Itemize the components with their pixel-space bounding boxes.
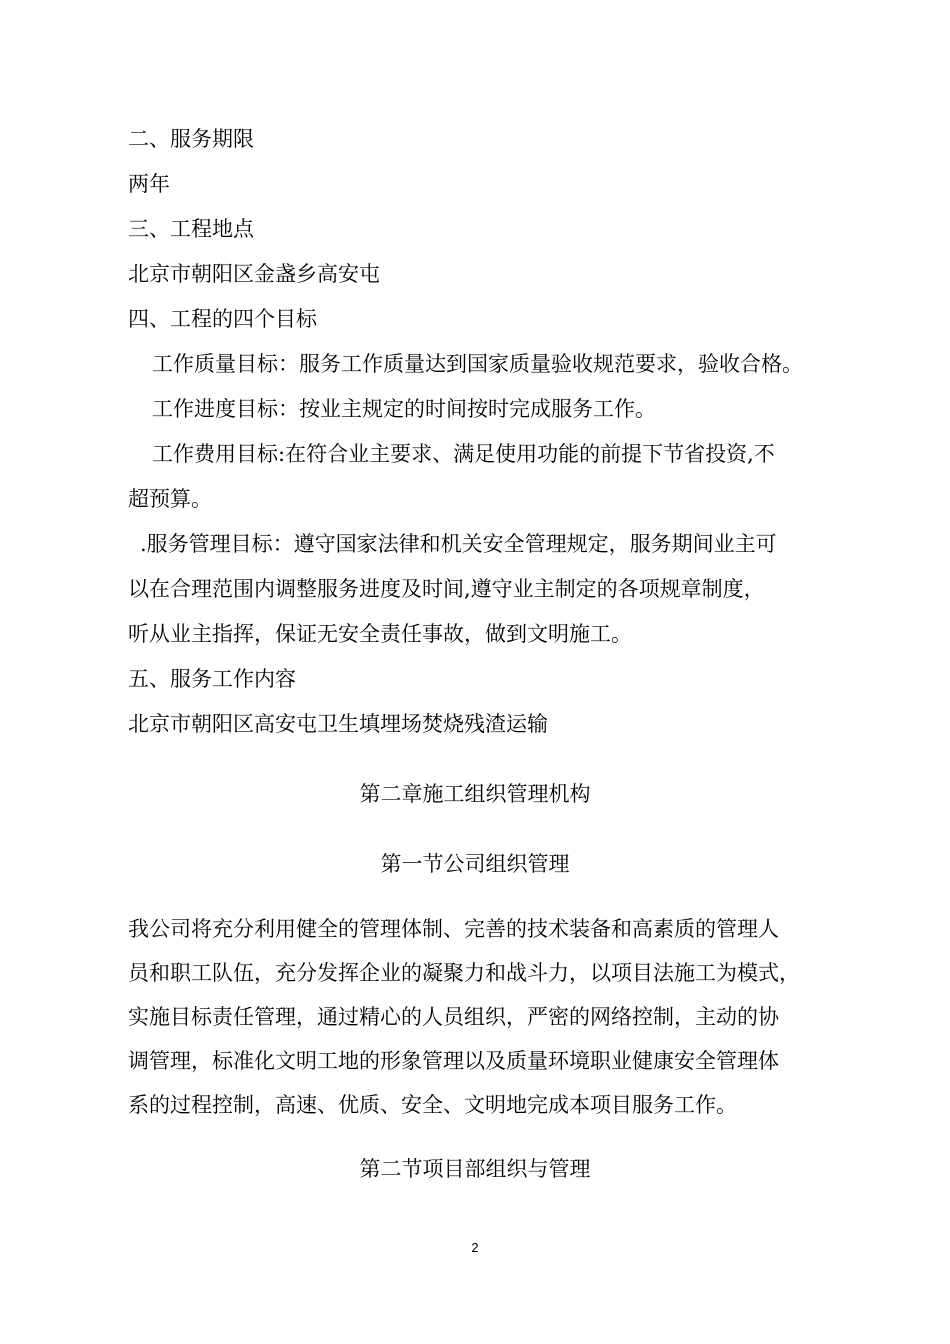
section1-body-line: 系的过程控制，高速、优质、安全、文明地完成本项目服务工作。: [128, 1093, 737, 1117]
content-value: 北京市朝阳区高安屯卫生填埋场焚烧残渣运输: [128, 712, 548, 736]
goal-mgmt-line3: 听从业主指挥，保证无安全责任事故，做到文明施工。: [128, 622, 632, 646]
goal-schedule: 工作进度目标：按业主规定的时间按时完成服务工作。: [152, 397, 656, 421]
page-number: 2: [471, 1240, 479, 1255]
goals-heading: 四、工程的四个目标: [128, 307, 317, 331]
location-heading: 三、工程地点: [128, 217, 254, 241]
section2-title: 第二节项目部组织与管理: [359, 1157, 591, 1181]
goal-cost-line1: 工作费用目标:在符合业主要求、满足使用功能的前提下节省投资,不: [152, 442, 775, 466]
term-value: 两年: [128, 172, 170, 196]
goal-quality: 工作质量目标：服务工作质量达到国家质量验收规范要求，验收合格。: [152, 352, 803, 376]
section1-title: 第一节公司组织管理: [380, 852, 570, 876]
section1-body-line: 调管理，标准化文明工地的形象管理以及质量环境职业健康安全管理体: [128, 1049, 779, 1073]
section1-body-line: 实施目标责任管理，通过精心的人员组织，严密的网络控制，主动的协: [128, 1005, 779, 1029]
term-heading: 二、服务期限: [128, 127, 254, 151]
section1-body-line: 我公司将充分利用健全的管理体制、完善的技术装备和高素质的管理人: [128, 917, 779, 941]
goal-mgmt-line1: .服务管理目标：遵守国家法律和机关安全管理规定，服务期间业主可: [140, 532, 777, 556]
content-heading: 五、服务工作内容: [128, 667, 296, 691]
chapter-title: 第二章施工组织管理机构: [359, 782, 591, 806]
section1-body-line: 员和职工队伍，充分发挥企业的凝聚力和战斗力，以项目法施工为模式，: [128, 961, 800, 985]
goal-mgmt-line2: 以在合理范围内调整服务进度及时间,遵守业主制定的各项规章制度，: [128, 577, 765, 601]
goal-cost-line2: 超预算。: [128, 487, 212, 511]
location-value: 北京市朝阳区金盏乡高安屯: [128, 262, 380, 286]
